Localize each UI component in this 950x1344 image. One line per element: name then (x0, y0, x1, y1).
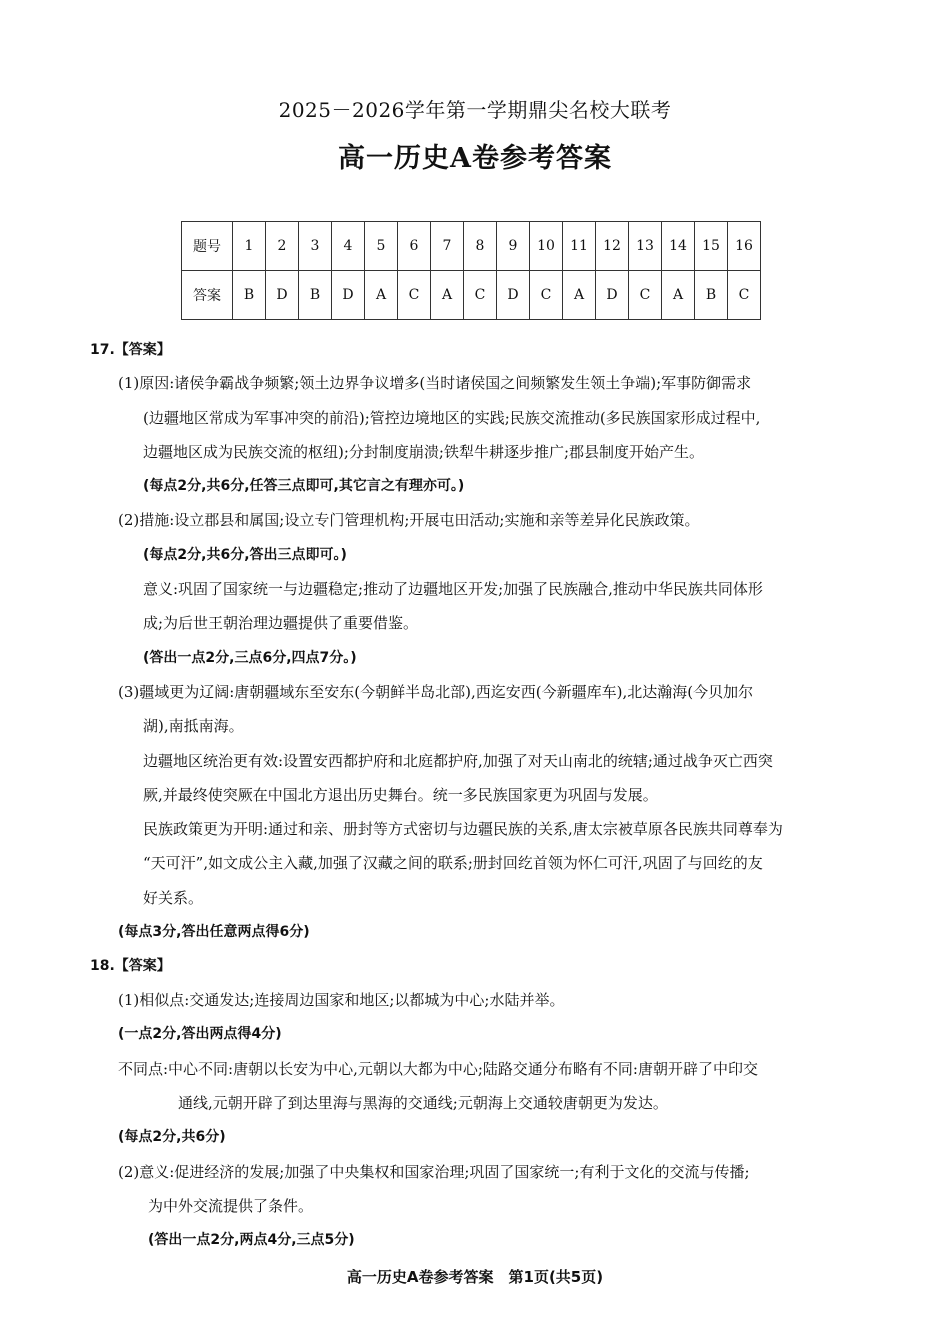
question-number: 5 (365, 222, 398, 271)
q18-part2-line: (2)意义:促进经济的发展;加强了中央集权和国家治理;巩固了国家统一;有利于文化的交流与传播; (118, 1163, 750, 1181)
q18-part1-line: 不同点:中心不同:唐朝以长安为中心,元朝以大都为中心;陆路交通分布略有不同:唐朝开辟了中印交 (118, 1060, 758, 1078)
q18-part2-score: (答出一点2分,两点4分,三点5分) (148, 1232, 355, 1248)
table-row-numbers (182, 222, 761, 271)
q17-part3-score: (每点3分,答出任意两点得6分) (118, 924, 310, 940)
answer-cell: D (497, 271, 530, 320)
question-number: 16 (728, 222, 761, 271)
q17-part2-score: (答出一点2分,三点6分,四点7分。) (143, 650, 357, 666)
answer-cell: C (629, 271, 662, 320)
answer-cell: A (431, 271, 464, 320)
question-number: 2 (266, 222, 299, 271)
answer-cell: C (530, 271, 563, 320)
answer-cell: B (233, 271, 266, 320)
answer-cell: C (398, 271, 431, 320)
question-number: 15 (695, 222, 728, 271)
q18-part2-line: 为中外交流提供了条件。 (148, 1197, 314, 1215)
question-number: 10 (530, 222, 563, 271)
q18-heading: 18.【答案】 (90, 958, 171, 974)
exam-title: 2025－2026学年第一学期鼎尖名校大联考 (278, 98, 672, 122)
question-number: 7 (431, 222, 464, 271)
q17-part3-line: 边疆地区统治更有效:设置安西都护府和北庭都护府,加强了对天山南北的统辖;通过战争灭亡西突 (143, 752, 773, 770)
q17-part3-line: “天可汗”,如文成公主入藏,加强了汉藏之间的联系;册封回纥首领为怀仁可汗,巩固了与回纥的友 (143, 854, 763, 872)
question-number: 12 (596, 222, 629, 271)
question-number: 9 (497, 222, 530, 271)
answer-cell: B (299, 271, 332, 320)
q17-heading: 17.【答案】 (90, 342, 171, 358)
answer-cell: B (695, 271, 728, 320)
q17-part2-line: (2)措施:设立郡县和属国;设立专门管理机构;开展屯田活动;实施和亲等差异化民族政策。 (118, 511, 700, 529)
question-number: 3 (299, 222, 332, 271)
question-number: 8 (464, 222, 497, 271)
table-row-answers (182, 271, 761, 320)
answer-cell: C (728, 271, 761, 320)
question-number: 11 (563, 222, 596, 271)
q17-part3-line: 湖),南抵南海。 (143, 717, 244, 735)
q18-part1-line: 通线,元朝开辟了到达里海与黑海的交通线;元朝海上交通较唐朝更为发达。 (178, 1094, 668, 1112)
q17-part1-line: (边疆地区常成为军事冲突的前沿);管控边境地区的实践;民族交流推动(多民族国家形成过程中, (143, 409, 761, 427)
q17-part1-line: (1)原因:诸侯争霸战争频繁;领土边界争议增多(当时诸侯国之间频繁发生领土争端);军事防御需求 (118, 374, 752, 392)
answer-cell: D (332, 271, 365, 320)
answer-cell: C (464, 271, 497, 320)
answer-cell: D (596, 271, 629, 320)
q18-part1-score: (每点2分,共6分) (118, 1129, 226, 1145)
q17-part3-line: (3)疆域更为辽阔:唐朝疆域东至安东(今朝鲜半岛北部),西迄安西(今新疆库车),北达瀚海(今贝加尔 (118, 683, 754, 701)
q18-part1-score: (一点2分,答出两点得4分) (118, 1026, 282, 1042)
question-number: 13 (629, 222, 662, 271)
question-number: 1 (233, 222, 266, 271)
q18-part1-line: (1)相似点:交通发达;连接周边国家和地区;以都城为中心;水陆并举。 (118, 991, 565, 1009)
page-footer: 高一历史A卷参考答案 第1页(共5页) (346, 1268, 604, 1286)
q17-part2-line: 成;为后世王朝治理边疆提供了重要借鉴。 (143, 614, 419, 632)
q17-part3-line: 民族政策更为开明:通过和亲、册封等方式密切与边疆民族的关系,唐太宗被草原各民族共同尊奉为 (143, 820, 783, 838)
q17-part2-score: (每点2分,共6分,答出三点即可。) (143, 547, 347, 563)
q17-part1-score: (每点2分,共6分,任答三点即可,其它言之有理亦可。) (143, 478, 465, 494)
answer-cell: A (563, 271, 596, 320)
row-label: 答案 (182, 271, 233, 320)
q17-part3-line: 好关系。 (143, 889, 204, 907)
q17-part3-line: 厥,并最终使突厥在中国北方退出历史舞台。统一多民族国家更为巩固与发展。 (143, 786, 658, 804)
row-label: 题号 (182, 222, 233, 271)
question-number: 14 (662, 222, 695, 271)
answer-table (181, 221, 761, 320)
answer-cell: A (365, 271, 398, 320)
q17-part2-line: 意义:巩固了国家统一与边疆稳定;推动了边疆地区开发;加强了民族融合,推动中华民族共同体形 (143, 580, 763, 598)
answer-cell: A (662, 271, 695, 320)
question-number: 6 (398, 222, 431, 271)
document-title: 高一历史A卷参考答案 (338, 143, 612, 174)
answer-cell: D (266, 271, 299, 320)
question-number: 4 (332, 222, 365, 271)
q17-part1-line: 边疆地区成为民族交流的枢纽);分封制度崩溃;铁犁牛耕逐步推广;郡县制度开始产生。 (143, 443, 705, 461)
